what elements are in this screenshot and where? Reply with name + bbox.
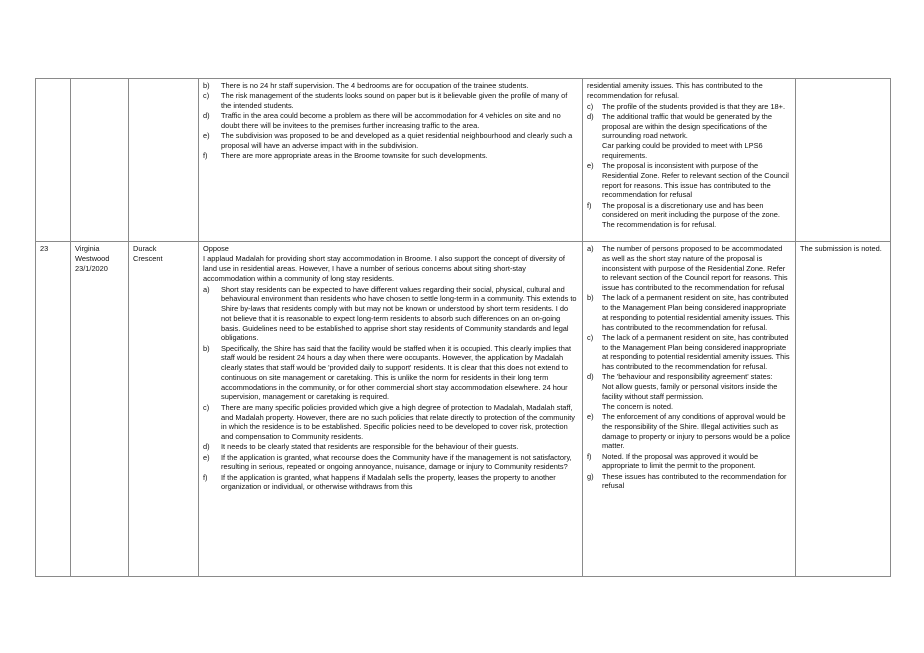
lettered-list-item xyxy=(203,453,579,473)
response-continuation-paragraph: residential amenity issues. This has contributed to the recommendation for refusal. xyxy=(587,81,763,100)
list-item-text xyxy=(602,412,792,451)
lettered-list-item xyxy=(203,151,579,161)
list-item-text xyxy=(602,333,792,372)
lettered-list-item xyxy=(203,81,579,91)
list-item-paragraph: The proposal is inconsistent with purpose of the Residential Zone. Refer to relevant section of the Council report for reasons. This issue has contributed to the recommendation for refusal xyxy=(602,161,789,200)
list-item-marker: d) xyxy=(587,372,594,382)
cell-officer-response xyxy=(583,242,796,577)
list-item-text xyxy=(602,112,792,161)
submitter-name-line: Virginia xyxy=(75,244,100,253)
list-item-text: There are many specific policies provided which give a high degree of protection to Madalah, Madalah staff, and Madalah property. However, there are no such policies that relate directly to protection of the community in which the residence is to be established. Specific policies need to be developed to cover risk, protection and compensation to Community residents. xyxy=(221,402,575,442)
submissions-table xyxy=(35,78,891,577)
lettered-list-item xyxy=(203,91,579,111)
list-item-text xyxy=(602,201,792,230)
list-item-paragraph: The lack of a permanent resident on site, has contributed to the Management Plan being considered inappropriate at responding to potential residential amenity issues. This has contributed to the recommendation for refusal. xyxy=(602,293,790,332)
cell-submission-text xyxy=(199,79,583,242)
cell-officer-comment xyxy=(796,79,891,242)
list-item-text xyxy=(602,293,792,332)
list-item-paragraph: The profile of the students provided is that they are 18+. xyxy=(602,101,786,111)
cell-submitter-name xyxy=(71,242,129,577)
list-item-marker: d) xyxy=(587,111,594,121)
submitter-address-line: Durack xyxy=(133,244,157,253)
lettered-list-item xyxy=(203,285,579,344)
list-item-text xyxy=(602,372,792,411)
list-item-paragraph: The 'behaviour and responsibility agreement' states: xyxy=(602,372,773,382)
list-item-marker: f) xyxy=(203,472,208,482)
list-item-marker: b) xyxy=(203,343,210,353)
list-item-marker: c) xyxy=(587,332,594,342)
list-item-marker: g) xyxy=(587,471,594,481)
list-item-paragraph: The proposal is a discretionary use and has been considered on merit including the purpose of the zone. The recommendation is for refusal. xyxy=(602,200,780,230)
list-item-paragraph: The number of persons proposed to be accommodated as well as the short stay nature of the proposal is inconsistent with purpose of the Residential Zone. Refer to relevant section of the Council report for reasons. This issue has contributed to the recommendation for refusal xyxy=(602,244,788,293)
cell-submitter-address xyxy=(129,79,199,242)
list-item-marker: a) xyxy=(587,244,594,253)
list-item-marker: f) xyxy=(587,451,592,461)
list-item-text xyxy=(602,452,792,472)
lettered-list-item xyxy=(203,473,579,493)
list-item-text xyxy=(602,161,792,200)
list-item-text: If the application is granted, what happens if Madalah sells the property, leases the property to another organization or individual, or otherwise withdraws from this xyxy=(221,472,556,492)
list-item-text: It needs to be clearly stated that residents are responsible for the behaviour of their guests. xyxy=(221,442,519,452)
table-row xyxy=(36,242,891,577)
lettered-list-item xyxy=(587,293,792,332)
lettered-list-item xyxy=(587,452,792,472)
list-item-marker: d) xyxy=(203,111,210,121)
list-item-text: There are more appropriate areas in the Broome townsite for such developments. xyxy=(221,151,488,161)
cell-submission-text xyxy=(199,242,583,577)
lettered-list-item xyxy=(587,201,792,230)
cell-submission-number: 23 xyxy=(36,242,71,577)
lettered-list-item xyxy=(587,244,792,293)
submitter-name-line: Westwood xyxy=(75,253,110,263)
table-body xyxy=(36,79,891,577)
list-item-marker: e) xyxy=(203,452,210,462)
lettered-list-item xyxy=(203,131,579,151)
lettered-list-item xyxy=(203,403,579,442)
list-item-marker: d) xyxy=(203,442,210,452)
list-item-marker: b) xyxy=(203,81,210,90)
list-item-text: Traffic in the area could become a problem as there will be accommodation for 4 vehicles on site and no doubt there will be invitees to the premises further increasing traffic to the area. xyxy=(221,111,561,131)
list-item-paragraph: These issues has contributed to the recommendation for refusal xyxy=(602,471,787,491)
cell-submitter-name xyxy=(71,79,129,242)
submission-lettered-list xyxy=(203,81,579,161)
lettered-list-item xyxy=(587,372,792,411)
list-item-marker: c) xyxy=(203,91,210,101)
lettered-list-item xyxy=(587,161,792,200)
cell-officer-comment: The submission is noted. xyxy=(796,242,891,577)
lettered-list-item xyxy=(587,102,792,112)
cell-officer-response xyxy=(583,79,796,242)
list-item-marker: e) xyxy=(203,131,210,141)
lettered-list-item xyxy=(203,442,579,452)
list-item-marker: a) xyxy=(203,284,210,294)
response-lettered-list xyxy=(587,102,792,230)
list-item-text xyxy=(602,102,792,112)
submission-intro-paragraph: I applaud Madalah for providing short stay accommodation in Broome. I also support the concept of diversity of land use in residential areas. However, I have a number of serious concerns about siting short-stay accommodation within a community of long stay residents. xyxy=(203,254,565,283)
list-item-marker: c) xyxy=(203,402,210,412)
list-item-text xyxy=(602,472,792,492)
table-row xyxy=(36,79,891,242)
list-item-paragraph: Noted. If the proposal was approved it would be appropriate to limit the permit to the proponent. xyxy=(602,451,759,471)
list-item-text: If the application is granted, what recourse does the Community have if the management is not satisfactory, resulting in serious, repeated or ongoing annoyance, nuisance, damage or injury to Community residents? xyxy=(221,452,572,472)
lettered-list-item xyxy=(587,112,792,161)
list-item-paragraph: The concern is noted. xyxy=(602,401,674,411)
list-item-paragraph: Car parking could be provided to meet with LPS6 requirements. xyxy=(602,141,763,160)
list-item-paragraph: The additional traffic that would be generated by the proposal are within the design specifications of the surrounding road network. xyxy=(602,111,772,141)
response-lettered-list xyxy=(587,244,792,491)
submission-heading: Oppose xyxy=(203,244,229,253)
lettered-list-item xyxy=(203,344,579,403)
lettered-list-item xyxy=(587,333,792,372)
submission-lettered-list xyxy=(203,285,579,493)
list-item-marker: e) xyxy=(587,161,594,171)
cell-submitter-address xyxy=(129,242,199,577)
list-item-marker: f) xyxy=(203,151,208,161)
lettered-list-item xyxy=(203,111,579,131)
list-item-text: There is no 24 hr staff supervision. The 4 bedrooms are for occupation of the trainee students. xyxy=(221,81,529,90)
list-item-text: The subdivision was proposed to be and developed as a quiet residential neighbourhood and clearly such a proposal will have an adverse impact with in the subdivision. xyxy=(221,131,573,151)
list-item-text: The risk management of the students looks sound on paper but is it believable given the profile of many of the intended students. xyxy=(221,91,568,111)
list-item-paragraph: The enforcement of any conditions of approval would be the responsibility of the Shire. Illegal activities such as damage to property or injury to persons would be a police matter. xyxy=(602,412,791,451)
lettered-list-item xyxy=(587,472,792,492)
list-item-text: Specifically, the Shire has said that the facility would be staffed when it is occupied. This clearly implies that staff would be resident 24 hours a day when there were occupants. However, the application by Madalah clearly states that staff would be 'provided daily to support' residents. It is clear that this does not extend to continuous on site management or caretaking. This is unlike the norm for residents in their long term accommodations in the community, or for other commercial short stay accommodation elsewhere. 24 hour supervision, management or caretaking is required. xyxy=(221,343,572,402)
list-item-text xyxy=(602,244,792,293)
list-item-marker: c) xyxy=(587,101,594,111)
submitter-name-line: 23/1/2020 xyxy=(75,263,108,273)
list-item-paragraph: The lack of a permanent resident on site, has contributed to the Management Plan being considered inappropriate at responding to potential residential amenity issues. This has contributed to the recommendation for refusal. xyxy=(602,332,790,372)
list-item-marker: b) xyxy=(587,293,594,303)
list-item-marker: f) xyxy=(587,200,592,210)
cell-submission-number xyxy=(36,79,71,242)
submitter-address-line: Crescent xyxy=(133,253,163,263)
list-item-text: Short stay residents can be expected to have different values regarding their social, physical, cultural and behavioural environment than residents who have chosen to settle long-term in a community. This extends to Shire by-laws that residents comply with but may not be known or understood by short term residents. I do not believe that it is reasonable to expect long-term residents to absorb such differences on an on-going basis. Guidelines need to be established to apprise short stay residents of Community standards and legal obligations. xyxy=(221,284,577,343)
list-item-marker: e) xyxy=(587,412,594,422)
lettered-list-item xyxy=(587,412,792,451)
list-item-paragraph: Not allow guests, family or personal visitors inside the facility without staff permission. xyxy=(602,382,778,401)
